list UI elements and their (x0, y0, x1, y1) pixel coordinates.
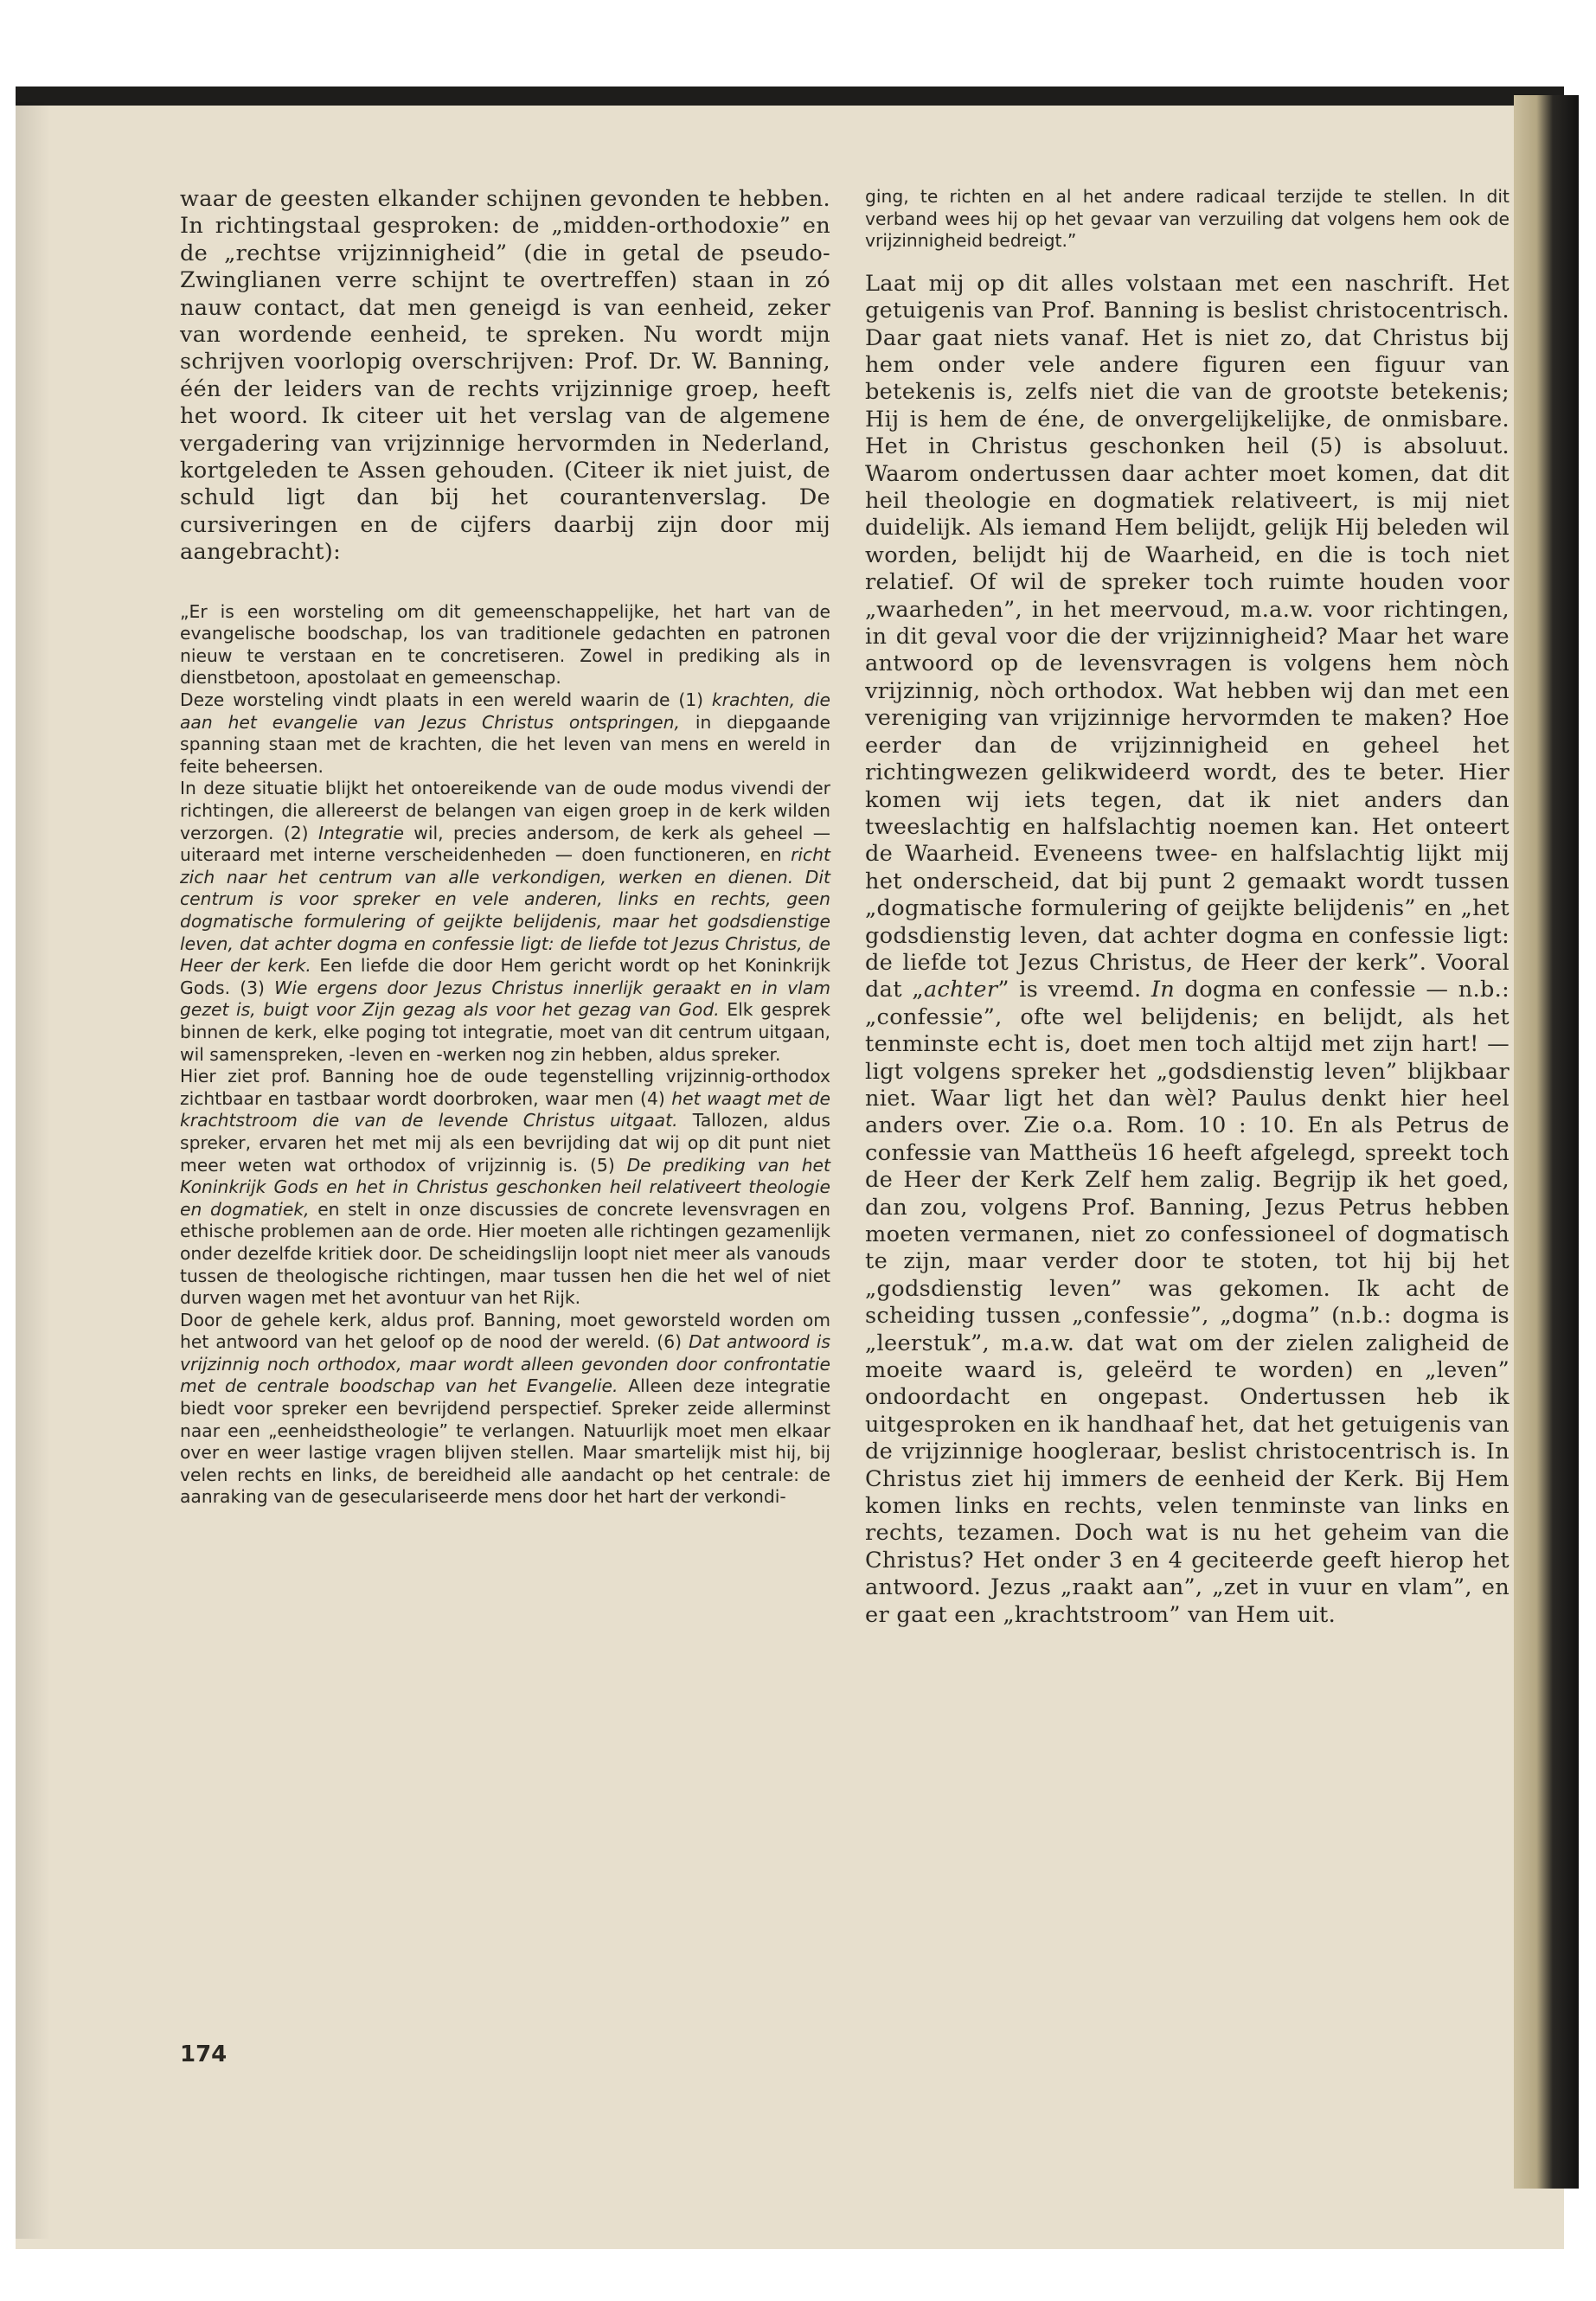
quote-ending: ging, te richten en al het andere radicaal terzijde te stellen. In dit verband wees hij op het gevaar van verzuiling dat volgens hem ook de vrijzinnigheid bedreigt.” (865, 186, 1509, 252)
right-body-paragraph (865, 271, 1509, 1629)
quote-emphasis: De prediking van het Koninkrijk Gods en het in Christus geschonken heil relativeert theologie en dogmatiek, (180, 1154, 830, 1220)
page-number: 174 (180, 2041, 228, 2067)
quote-text: Door de gehele kerk, aldus prof. Banning, moet geworsteld worden om het antwoord van het geloof op de nood der wereld. (6) (180, 1309, 830, 1353)
body-emphasis: achter (923, 977, 998, 1003)
book-spine (1514, 95, 1579, 2189)
quote-emphasis: het waagt met de krachtstroom die van de levende Christus uitgaat. (180, 1087, 830, 1131)
quote-emphasis: Dat antwoord is vrijzinnig noch orthodox, maar wordt alleen gevonden door confrontatie met de centrale boodschap van het Evangelie. (180, 1331, 830, 1397)
quote-text: in diepgaande spanning staan met de krachten, die het leven van mens en wereld in feite beheersen. (180, 711, 830, 777)
body-text: dogma en confessie — n.b.: „confessie”, ofte wel belijdenis; en belijdt, als het tenminste echt is, doet men toch altijd met zijn hart! — ligt volgens spreker het „godsdienstig leven” blijkbaar niet. Waar ligt het dan wèl? Paulus denkt hier heel anders over. Zie o.a. Rom. 10 : 10. En als Petrus de confessie van Mattheüs 16 heeft afgelegd, spreekt toch de Heer der Kerk Zelf hem zalig. Begrijp ik het goed, dan zou, volgens Prof. Banning, Jezus Petrus hebben moeten vermanen, niet zo confessioneel of dogmatisch te zijn, maar verder door te stoten, tot hij bij het „godsdienstig leven” was gekomen. Ik acht de scheiding tussen „confessie”, „dogma” (n.b.: dogma is „leerstuk”, m.a.w. dat wat om der zielen zaligheid de moeite waard is, geleërd te worden) en „leven” ondoordacht en ongepast. Ondertussen heb ik uitgesproken en ik handhaaf het, dat het getuigenis van de vrijzinnige hoogleraar, beslist christocentrisch is. In Christus ziet hij immers de eenheid der Kerk. Bij Hem komen links en rechts, velen tenminste van links en rechts, tezamen. Doch wat is nu het geheim van die Christus? Het onder 3 en 4 geciteerde geeft hierop het antwoord. Jezus „raakt aan”, „zet in vuur en vlam”, en er gaat een „krachtstroom” van Hem uit. (865, 977, 1509, 1628)
quote-paragraph-3 (180, 778, 830, 1066)
quote-paragraph-5 (180, 1310, 830, 1509)
left-body-paragraph: waar de geesten elkander schijnen gevonden te hebben. In richtingstaal gesproken: de „midden-orthodoxie” en de „rechtse vrijzinnigheid” (die in getal de pseudo-Zwinglianen verre schijnt te overtreffen) staan in zó nauw contact, dat men geneigd is van eenheid, zeker van wordende eenheid, te spreken. Nu wordt mijn schrijven voorlopig overschrijven: Prof. Dr. W. Banning, één der leiders van de rechts vrijzinnige groep, heeft het woord. Ik citeer uit het verslag van de algemene vergadering van vrijzinnige hervormden in Nederland, kortgeleden te Assen gehouden. (Citeer ik niet juist, de schuld ligt dan bij het courantenverslag. De cursiveringen en de cijfers daarbij zijn door mij aangebracht): (180, 186, 830, 566)
quote-text: In deze situatie blijkt het ontoereikende van de oude modus vivendi der richtingen, die allereerst de belangen van eigen groep in de kerk wilden verzorgen. (2) (180, 778, 830, 843)
quote-text: Elk gesprek binnen de kerk, elke poging tot integratie, moet van dit centrum uitgaan, wil samenspreken, -leven en -werken nog zin hebben, aldus spreker. (180, 999, 830, 1065)
quote-emphasis: richt zich naar het centrum van alle verkondigen, werken en dienen. Dit centrum is voor spreker en vele anderen, links en rechts, geen dogmatische formulering of geijkte belijdenis, maar het godsdienstige leven, dat achter dogma en confessie ligt: de liefde tot Jezus Christus, de Heer der kerk. (180, 844, 830, 977)
left-column (180, 186, 830, 1509)
quote-text: Een liefde die door Hem gericht wordt op het Koninkrijk Gods. (3) (180, 955, 830, 998)
quote-paragraph-4 (180, 1066, 830, 1310)
quote-text: Deze worsteling vindt plaats in een wereld waarin de (1) (180, 689, 712, 711)
quote-paragraph-2 (180, 689, 830, 778)
banning-quote (180, 601, 830, 1509)
page-shadow (16, 102, 50, 2239)
quote-text: wil, precies andersom, de kerk als geheel — uiteraard met interne verscheidenheden — doen functioneren, en (180, 822, 830, 866)
quote-text: en stelt in onze discussies de concrete levensvragen en ethische problemen aan de orde. Hier moeten alle richtingen gezamenlijk onder dezelfde kritiek door. De scheidingslijn loopt niet meer als vanouds tussen de theologische richtingen, maar tussen hen die het wel of niet durven wagen met het avontuur van het Rijk. (180, 1198, 830, 1309)
quote-text: Hier ziet prof. Banning hoe de oude tegenstelling vrijzinnig-orthodox zichtbaar en tastbaar wordt doorbroken, waar men (4) (180, 1066, 830, 1109)
quote-paragraph-1: „Er is een worsteling om dit gemeenschappelijke, het hart van de evangelische boodschap, los van traditionele gedachten en patronen nieuw te verstaan en te concretiseren. Zowel in prediking als in dienstbetoon, apostolaat en gemeenschap. (180, 600, 830, 689)
quote-emphasis: Integratie (317, 822, 404, 843)
quote-text: Alleen deze integratie biedt voor spreker een bevrijdend perspectief. Spreker zeide allerminst naar een „eenheidstheologie” te verlangen. Natuurlijk moet men elkaar over en weer lastige vragen blijven stellen. Maar smartelijk mist hij, bij velen rechts en links, de bereidheid alle aandacht op het centrale: de aanraking van de geseculariseerde mens door het hart der verkondi- (180, 1375, 830, 1508)
quote-emphasis: Wie ergens door Jezus Christus innerlijk geraakt en in vlam gezet is, buigt voor Zijn gezag als voor het gezag van God. (180, 977, 831, 1021)
quote-emphasis: krachten, die aan het evangelie van Jezus Christus ontspringen, (180, 689, 830, 733)
quote-text: Tallozen, aldus spreker, ervaren het met mij als een bevrijding dat wij op dit punt niet meer weten wat orthodox of vrijzinnig is. (5) (180, 1110, 830, 1176)
right-column (865, 186, 1509, 1629)
body-text: Laat mij op dit alles volstaan met een naschrift. Het getuigenis van Prof. Banning is beslist christocentrisch. Daar gaat niets vanaf. Het is niet zo, dat Christus bij hem onder vele andere figuren een figuur van betekenis is, zelfs niet die van de grootste betekenis; Hij is hem de éne, de onvergelijkelijke, de onmisbare. Het in Christus geschonken heil (5) is absoluut. Waarom ondertussen daar achter moet komen, dat dit heil theologie en dogmatiek relativeert, is mij niet duidelijk. Als iemand Hem belijdt, gelijk Hij beleden wil worden, belijdt hij de Waarheid, en die is toch niet relatief. Of wil de spreker toch ruimte houden voor „waarheden”, in het meervoud, m.a.w. voor richtingen, in dit geval voor die der vrijzinnigheid? Maar het ware antwoord op de levensvragen is volgens hem nòch vrijzinnig, nòch orthodox. Wat hebben wij dan met een vereniging van vrijzinnige hervormden te maken? Hoe eerder dan de vrijzinnigheid en geheel het richtingwezen gelikwideerd wordt, des te beter. Hier komen wij iets tegen, dat ik niet anders dan tweeslachtig en halfslachtig noemen kan. Het onteert de Waarheid. Eveneens twee- en halfslachtig lijkt mij het onderscheid, dat bij punt 2 gemaakt wordt tussen „dogmatische formulering of geijkte belijdenis” en „het godsdienstig leven, dat achter dogma en confessie ligt: de liefde tot Jezus Christus, de Heer der kerk”. Vooral dat „ (865, 270, 1509, 1003)
body-text: ” is vreemd. (997, 977, 1151, 1003)
body-emphasis: In (1151, 977, 1176, 1003)
